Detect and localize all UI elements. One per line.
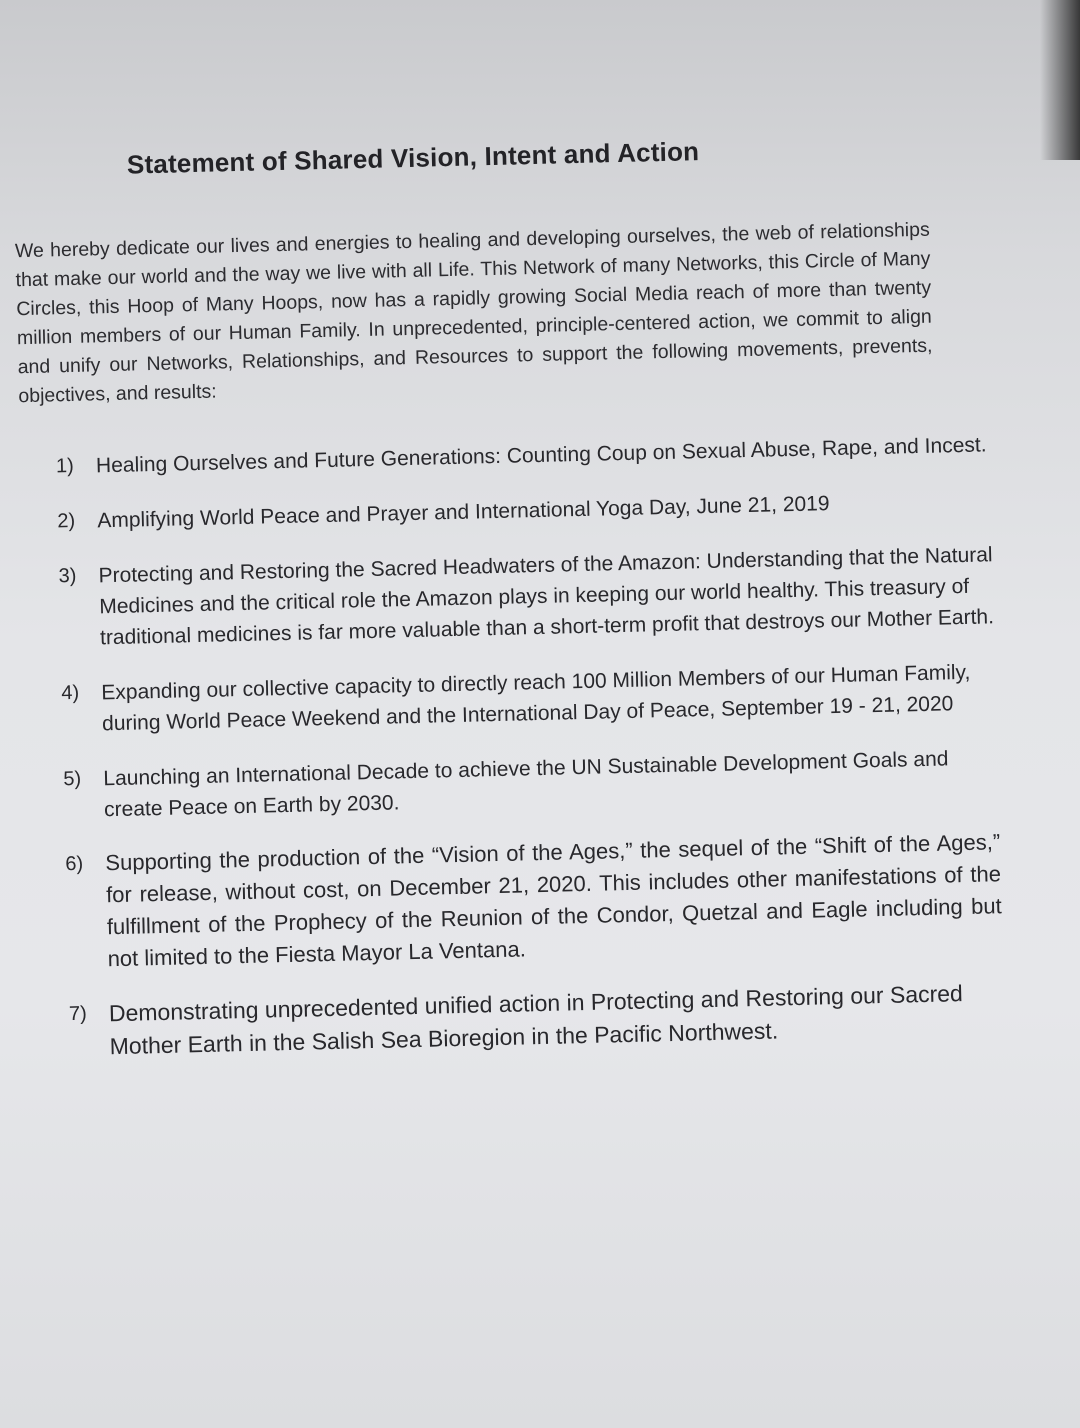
- list-item: [56, 429, 991, 482]
- list-item-text: Demonstrating unprecedented unified action in Protecting and Restoring our Sacred Mother Earth in the Salish Sea Bioregion in the Pacific Northwest.: [108, 980, 964, 1060]
- list-item-text: Protecting and Restoring the Sacred Headwaters of the Amazon: Understanding that the Natural Medicines and the critical role the Amazon plays in keeping our world healthy. This treasury of traditional medicines is far more valuable than a short-term profit that destroys our Mother Earth.: [98, 543, 995, 650]
- list-item-number: 4): [61, 681, 80, 705]
- list-item-number: 6): [65, 852, 84, 876]
- list-item-number: 5): [63, 767, 82, 791]
- list-item: [57, 484, 992, 537]
- list-item-text: Amplifying World Peace and Prayer and International Yoga Day, June 21, 2019: [97, 492, 830, 533]
- intro-paragraph: We hereby dedicate our lives and energies to healing and developing ourselves, the web of relationships that make our world and the way we live with all Life. This Network of many Networks, this Circle of Many Circles, this Hoop of Many Hoops, now has a rapidly growing Social Media reach of more than twenty million members of our Human Family. In unprecedented, principle-centered action, we commit to align and unify our Networks, Relationships, and Resources to support the following movements, prevents, objectives, and results:: [14, 218, 933, 408]
- list-item-number: 1): [55, 454, 75, 478]
- list-item-text: Healing Ourselves and Future Generations: Counting Coup on Sexual Abuse, Rape, and Incest.: [95, 433, 987, 478]
- list-item: [69, 976, 1005, 1064]
- goals-list: [56, 429, 1005, 1064]
- list-item-text: Launching an International Decade to achieve the UN Sustainable Development Goals and create Peace on Earth by 2030.: [103, 747, 949, 822]
- list-item: [58, 539, 995, 654]
- list-item: [65, 826, 1003, 976]
- list-item-text: Expanding our collective capacity to directly reach 100 Million Members of our Human Family, during World Peace Weekend and the International Day of Peace, September 19 - 21, 2020: [101, 660, 971, 736]
- document-title: Statement of Shared Vision, Intent and Action: [126, 136, 700, 180]
- list-item-number: 7): [68, 1002, 87, 1026]
- list-item-number: 3): [58, 564, 77, 588]
- list-item-text: Supporting the production of the “Vision of the Ages,” the sequel of the “Shift of the Ages,” for release, without cost, on December 21, 2020. This includes other manifestations of the fulfillment of the Prophecy of the Reunion of the Condor, Quetzal and Eagle including but not limited to the Fiesta Mayor La Ventana.: [105, 829, 1002, 972]
- list-item-number: 2): [57, 509, 76, 533]
- list-item: [61, 656, 997, 740]
- list-item: [63, 742, 999, 826]
